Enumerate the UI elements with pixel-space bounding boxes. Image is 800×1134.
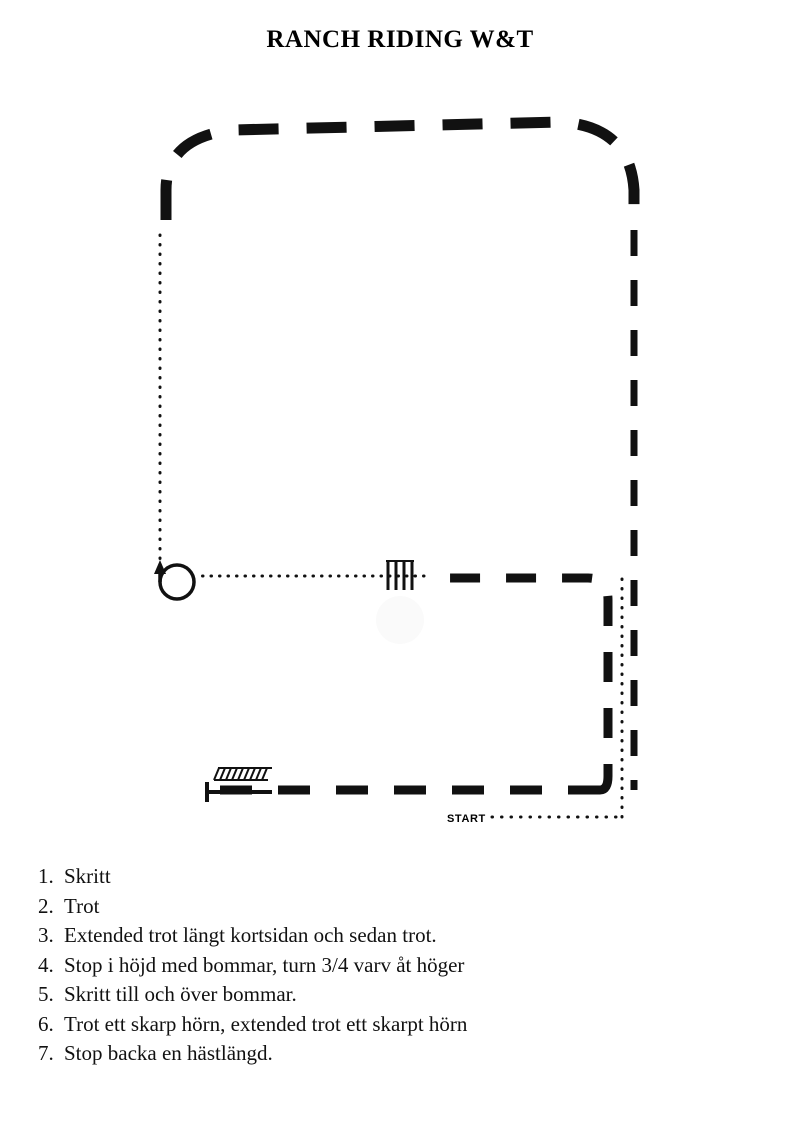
list-item-number: 1. <box>38 864 54 888</box>
list-item-text: Trot <box>64 893 100 918</box>
list-item-number: 3. <box>38 923 54 947</box>
instructions-list <box>38 862 768 1069</box>
start-label: START <box>447 813 486 825</box>
list-item-text: Skritt <box>64 864 111 888</box>
list-item <box>38 951 768 981</box>
list-item <box>38 1010 768 1040</box>
start-dotted-walk-path <box>492 577 622 817</box>
list-item-number: 6. <box>38 1011 54 1036</box>
list-item <box>38 921 768 951</box>
list-item <box>38 892 768 922</box>
turn-circle-marker <box>154 560 194 599</box>
right-inner-dashed-path <box>430 578 608 790</box>
list-item-text: Skritt till och över bommar. <box>64 982 297 1006</box>
list-item <box>38 862 768 892</box>
list-item-text: Trot ett skarp hörn, extended trot ett skarpt hörn <box>64 1011 468 1036</box>
list-item-number: 2. <box>38 893 54 918</box>
list-item <box>38 980 768 1010</box>
list-item-text: Stop backa en hästlängd. <box>64 1041 273 1065</box>
ranch-riding-pattern-diagram <box>0 90 800 850</box>
page-title: RANCH RIDING W&T <box>266 26 534 53</box>
list-item-number: 5. <box>38 982 54 1006</box>
log-obstacle-marker <box>207 768 272 802</box>
list-item-number: 4. <box>38 952 54 977</box>
list-item-text: Extended trot längt kortsidan och sedan trot. <box>64 923 437 947</box>
list-item <box>38 1039 768 1069</box>
list-item-number: 7. <box>38 1041 54 1065</box>
watermark-circle <box>376 596 424 644</box>
list-item-text: Stop i höjd med bommar, turn 3/4 varv åt höger <box>64 952 465 977</box>
outer-dashed-loop-path <box>166 122 634 790</box>
